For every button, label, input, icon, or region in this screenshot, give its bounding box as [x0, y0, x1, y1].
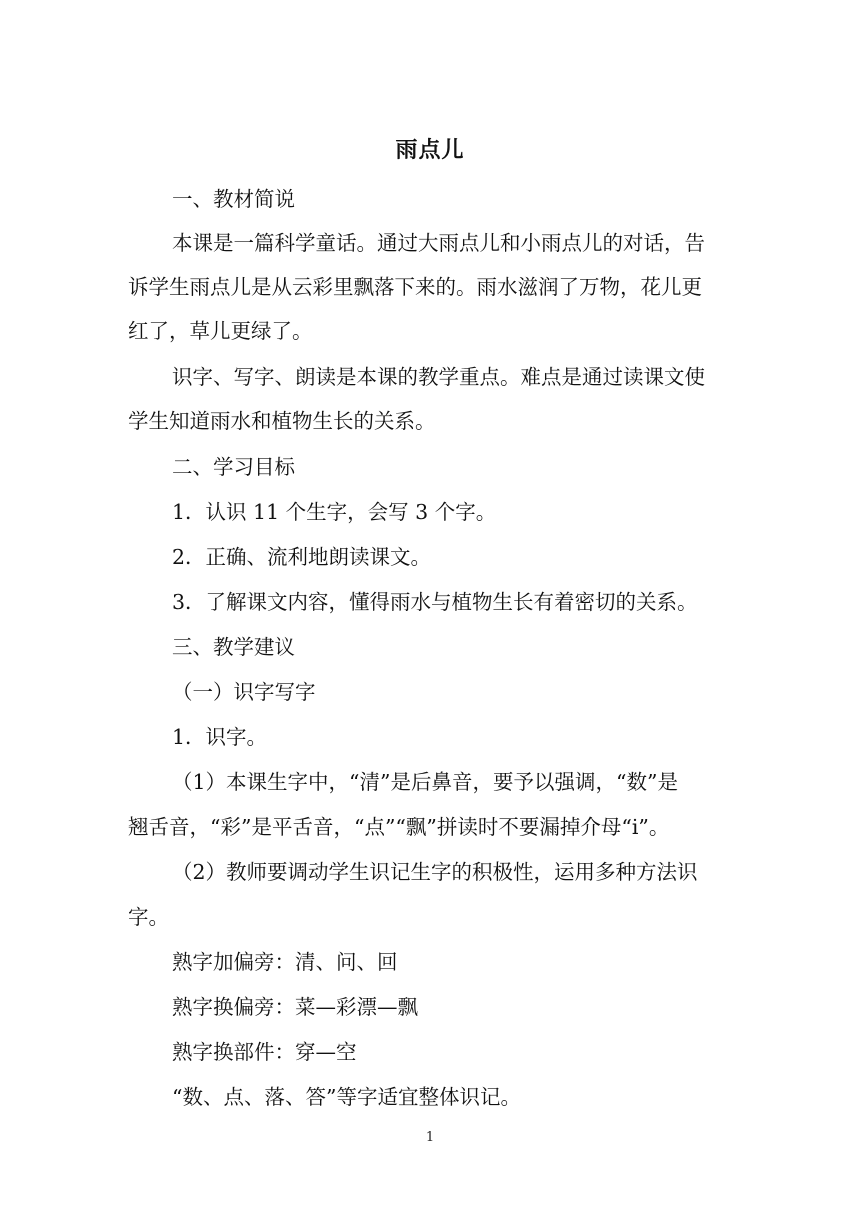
- list-item: 1．认识 11 个生字，会写 3 个字。: [172, 500, 497, 524]
- paragraph-line: 字。: [128, 905, 169, 929]
- paragraph-line: 诉学生雨点儿是从云彩里飘落下来的。雨水滋润了万物，花儿更: [128, 275, 702, 299]
- paragraph-line: 熟字换偏旁：菜—彩漂—飘: [172, 995, 418, 1019]
- paragraph-line: （1）本课生字中，“清”是后鼻音，要予以强调，“数”是: [172, 770, 678, 794]
- paragraph-line: （2）教师要调动学生识记生字的积极性，运用多种方法识: [172, 860, 698, 884]
- subsection-heading: （一）识字写字: [172, 680, 316, 704]
- paragraph-line: 翘舌音，“彩”是平舌音，“点”“飘”拼读时不要漏掉介母“i”。: [128, 815, 670, 839]
- section-heading-2: 二、学习目标: [172, 455, 295, 479]
- paragraph-line: 本课是一篇科学童话。通过大雨点儿和小雨点儿的对话，告: [172, 231, 705, 255]
- paragraph-line: “数、点、落、答”等字适宜整体识记。: [172, 1085, 521, 1109]
- list-item: 1．识字。: [172, 725, 268, 749]
- page-number: 1: [425, 1130, 435, 1145]
- paragraph-line: 学生知道雨水和植物生长的关系。: [128, 409, 436, 433]
- page-title: 雨点儿: [395, 138, 465, 163]
- paragraph-line: 红了，草儿更绿了。: [128, 319, 313, 343]
- list-item: 2．正确、流利地朗读课文。: [172, 545, 432, 569]
- section-heading-1: 一、教材简说: [172, 187, 295, 211]
- list-item: 3．了解课文内容，懂得雨水与植物生长有着密切的关系。: [172, 590, 698, 614]
- paragraph-line: 熟字换部件：穿—空: [172, 1040, 357, 1064]
- section-heading-3: 三、教学建议: [172, 635, 295, 659]
- paragraph-line: 熟字加偏旁：清、问、回: [172, 950, 398, 974]
- paragraph-line: 识字、写字、朗读是本课的教学重点。难点是通过读课文使: [172, 365, 705, 389]
